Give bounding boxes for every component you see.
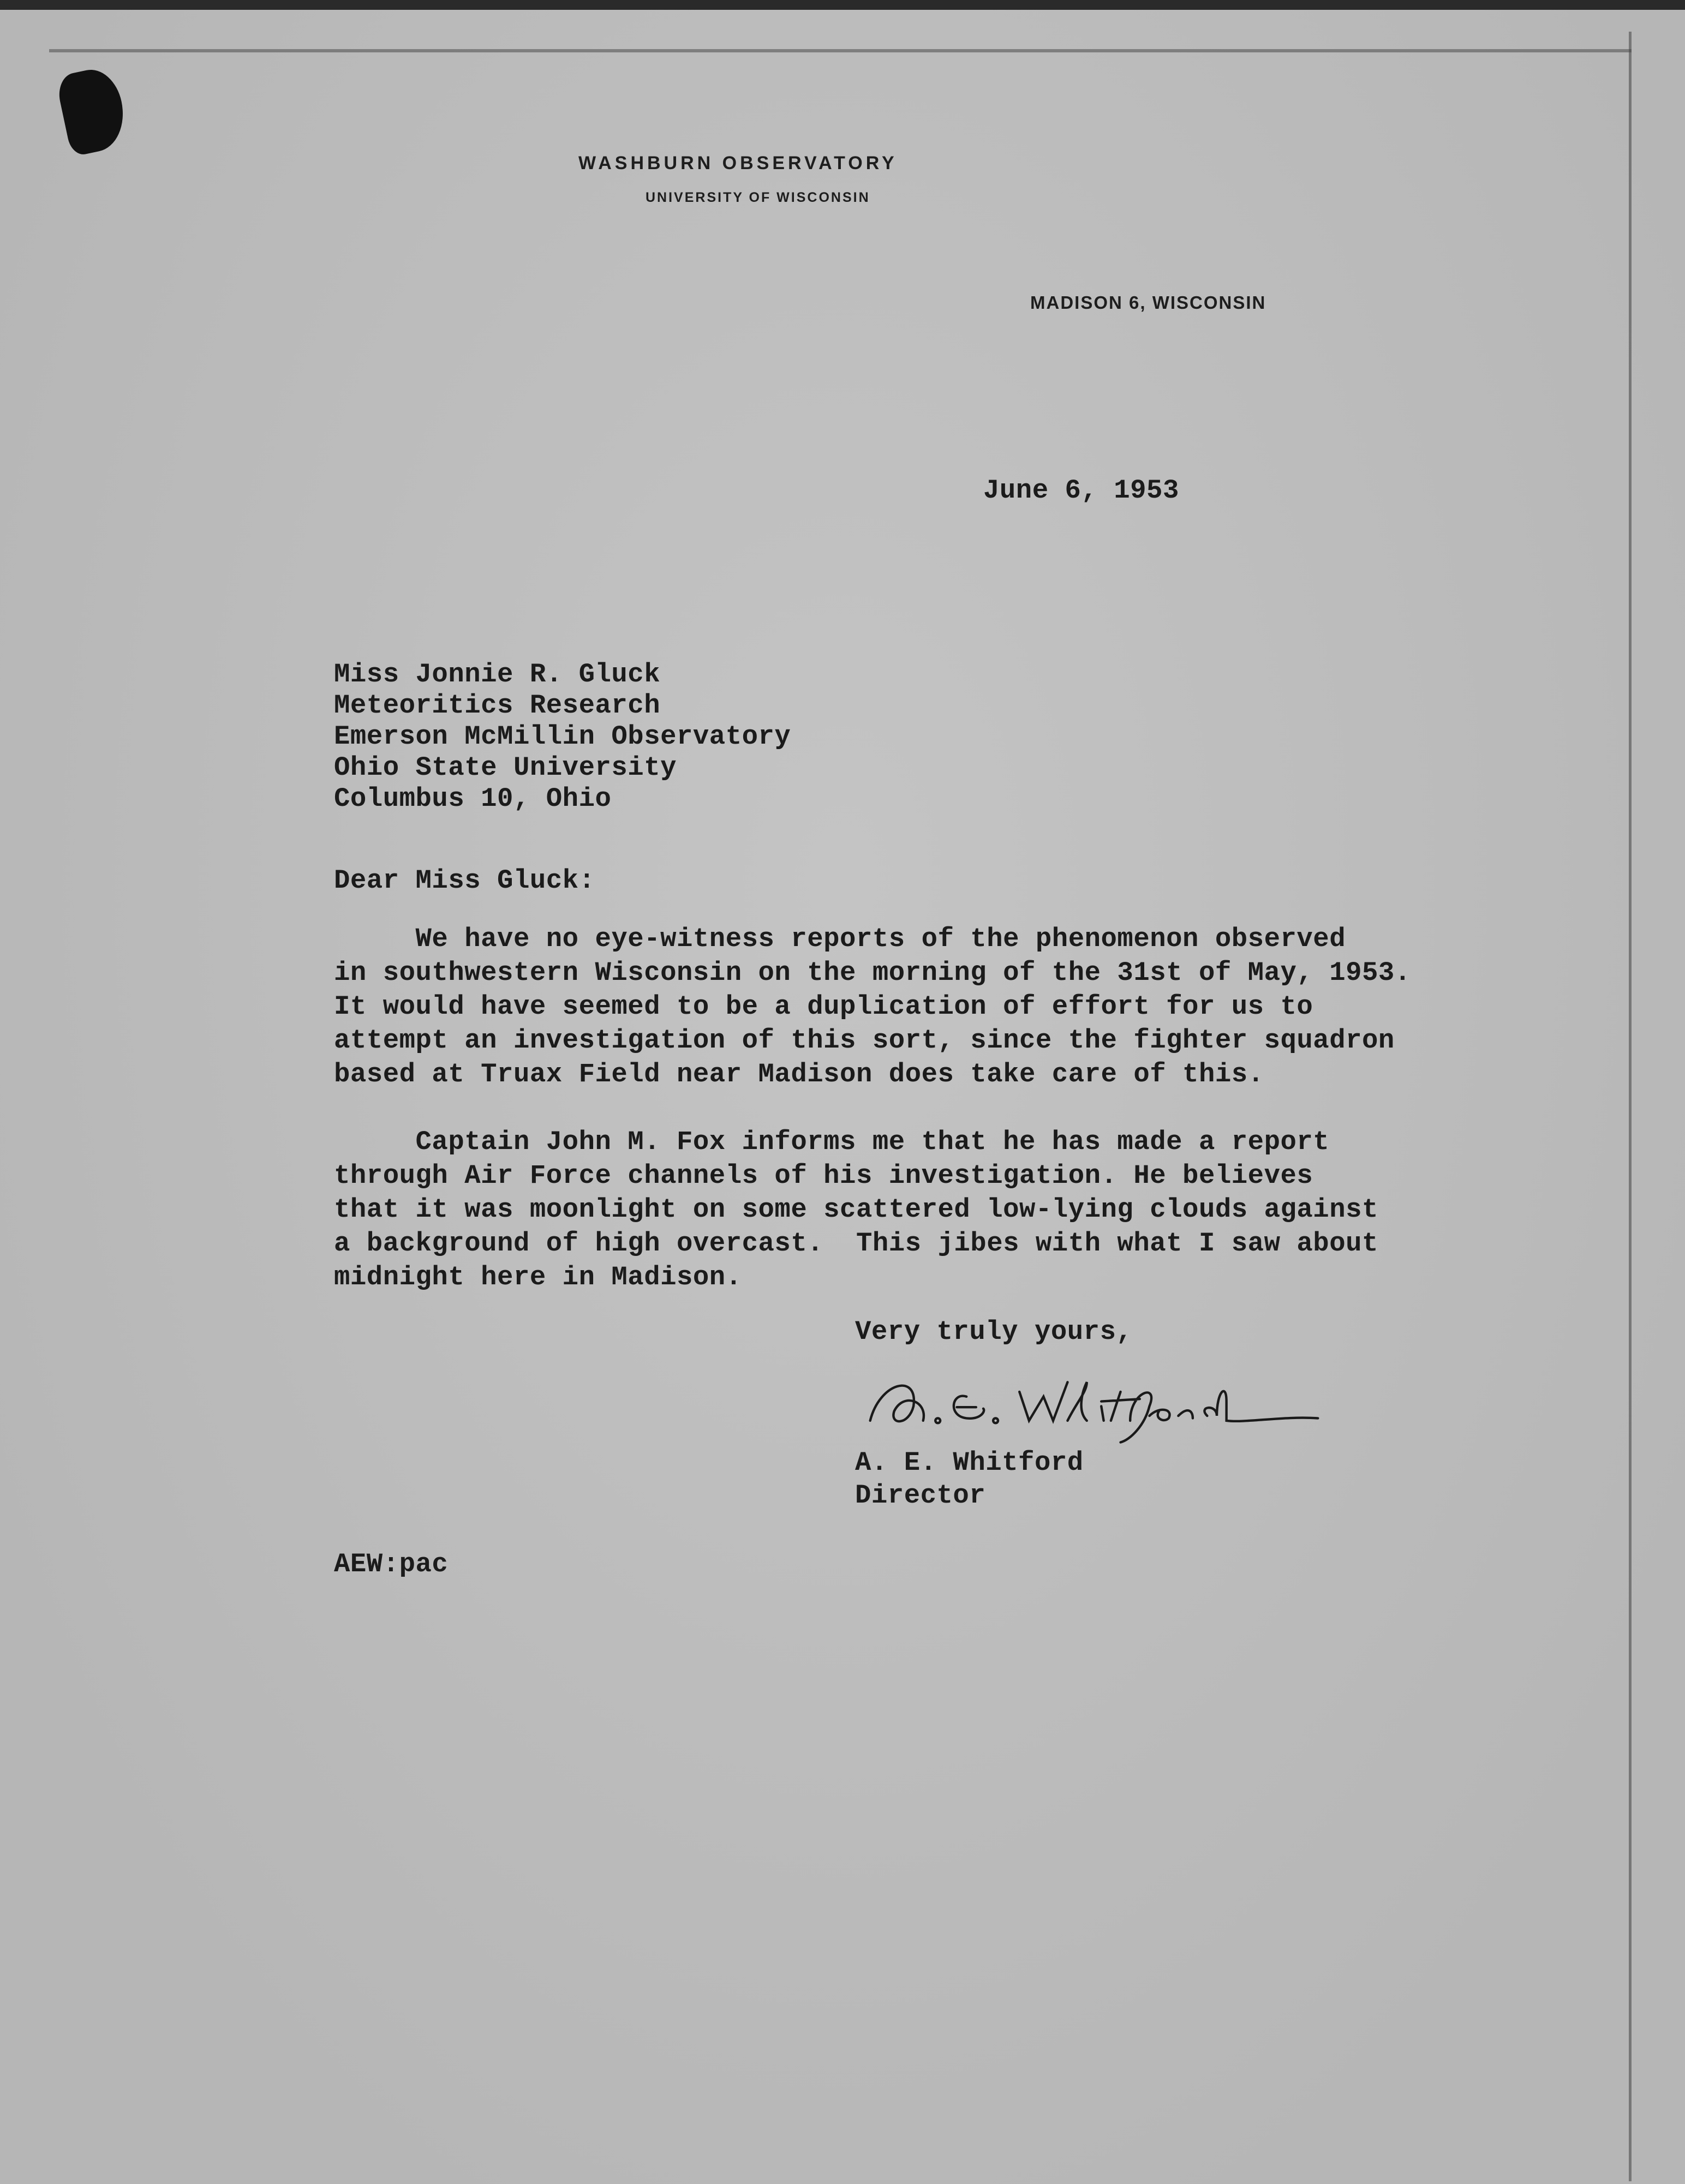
address-line: Meteoritics Research: [334, 690, 661, 721]
body-line: a background of high overcast. This jibes with what I saw about: [334, 1228, 1378, 1259]
letter-page: [0, 10, 1685, 2184]
ink-blot: [55, 64, 131, 157]
letterhead-location: MADISON 6, WISCONSIN: [1030, 292, 1266, 313]
address-line: Emerson McMillin Observatory: [334, 721, 791, 752]
handwritten-signature: [829, 1363, 1359, 1445]
body-line: through Air Force channels of his investigation. He believes: [334, 1160, 1313, 1191]
body-line: that it was moonlight on some scattered low-lying clouds against: [334, 1194, 1378, 1225]
address-line: Columbus 10, Ohio: [334, 783, 612, 814]
salutation: Dear Miss Gluck:: [334, 865, 595, 896]
closing: Very truly yours,: [855, 1317, 1133, 1347]
body-line: based at Truax Field near Madison does take care of this.: [334, 1059, 1264, 1090]
reference-initials: AEW:pac: [334, 1549, 449, 1579]
signer-title: Director: [855, 1480, 986, 1511]
scan-edge-top: [49, 49, 1632, 52]
scan-edge-right: [1629, 32, 1632, 2181]
address-line: Miss Jonnie R. Gluck: [334, 659, 661, 690]
letterhead-university: UNIVERSITY OF WISCONSIN: [646, 190, 870, 205]
body-line: Captain John M. Fox informs me that he has made a report: [334, 1127, 1330, 1157]
recipient-address: [334, 659, 791, 815]
body-line: attempt an investigation of this sort, since the fighter squadron: [334, 1025, 1395, 1056]
body-paragraph-1: [334, 922, 1411, 1091]
letter-date: June 6, 1953: [983, 475, 1179, 506]
body-line: It would have seemed to be a duplication of effort for us to: [334, 991, 1313, 1022]
body-line: We have no eye-witness reports of the phenomenon observed: [334, 924, 1346, 954]
body-line: midnight here in Madison.: [334, 1262, 742, 1293]
letterhead-institution: WASHBURN OBSERVATORY: [578, 153, 898, 173]
signer-name: A. E. Whitford: [855, 1447, 1084, 1478]
body-line: in southwestern Wisconsin on the morning of the 31st of May, 1953.: [334, 958, 1411, 988]
address-line: Ohio State University: [334, 752, 677, 783]
body-paragraph-2: [334, 1125, 1378, 1294]
